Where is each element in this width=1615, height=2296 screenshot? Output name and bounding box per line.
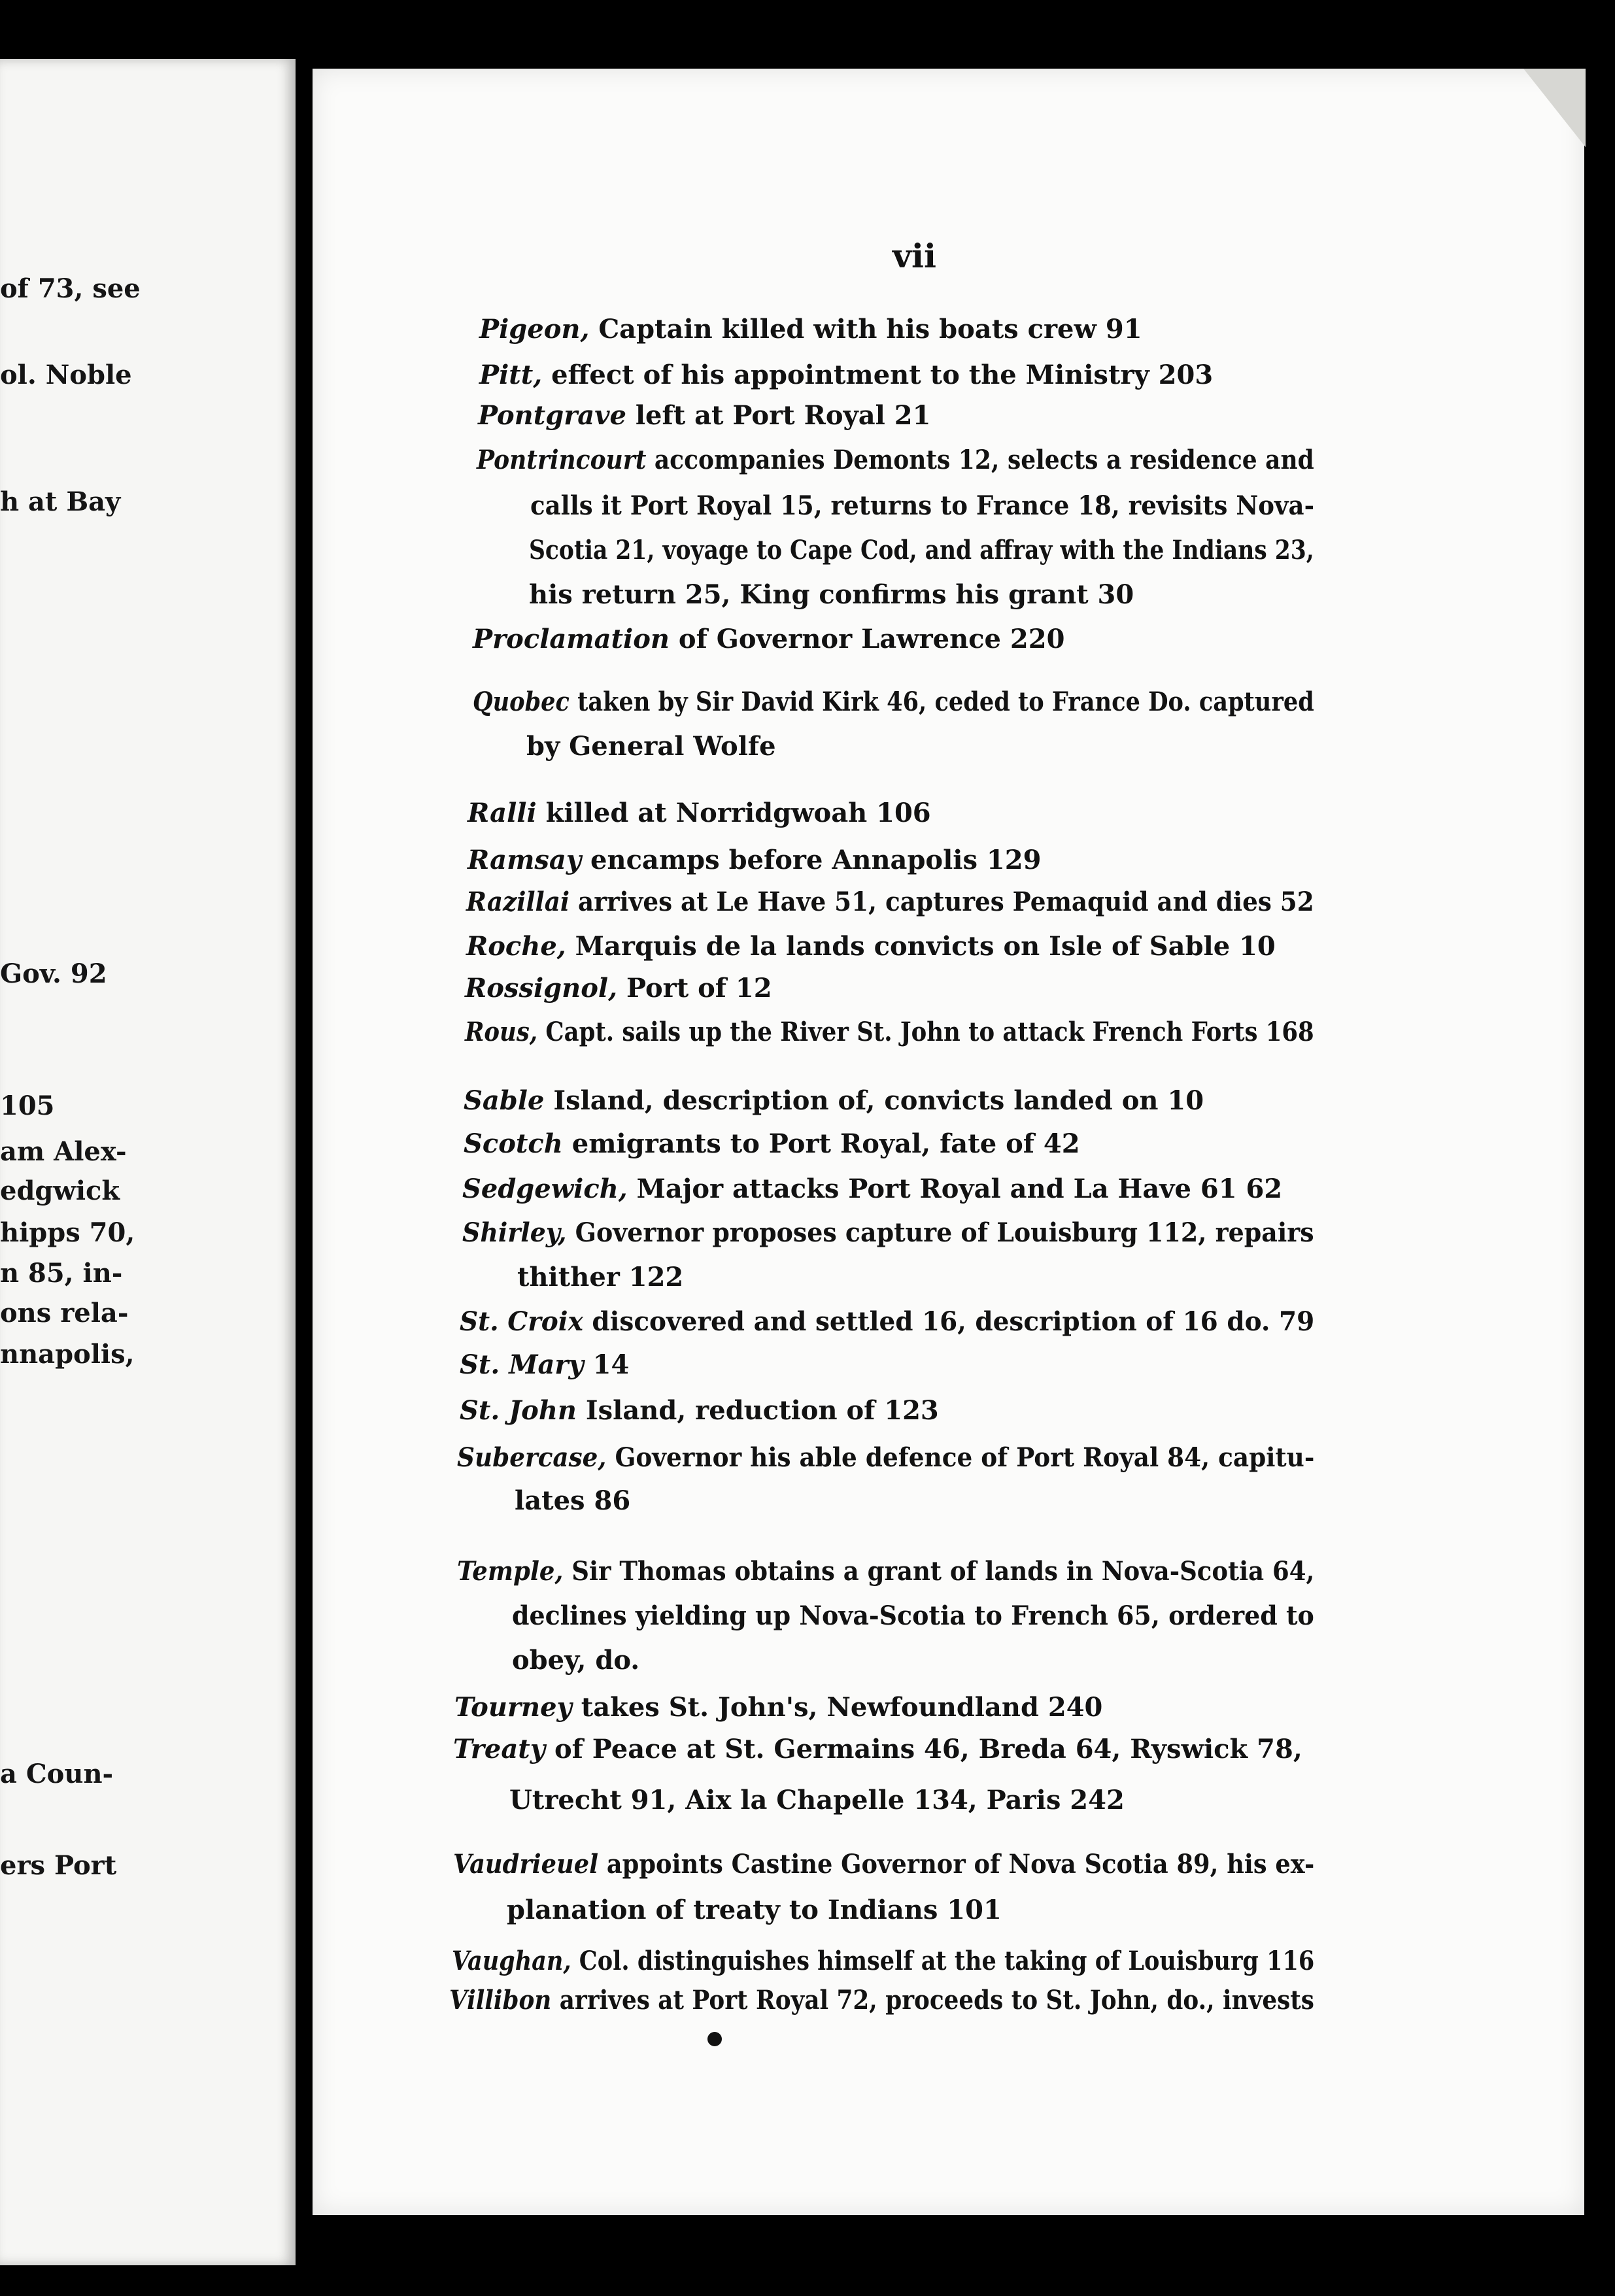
entry-text: by General Wolfe (526, 731, 776, 762)
entry-text: Capt. sails up the River St. John to attack French Forts 168 (545, 1017, 1314, 1047)
index-entry-continuation (512, 1600, 1314, 1631)
index-entry (468, 798, 931, 828)
facing-page-fragment: h at Bay (0, 486, 121, 517)
entry-text: calls it Port Royal 15, returns to France 18, revisits Nova- (530, 490, 1314, 521)
page-corner-fold (1523, 69, 1586, 147)
entry-heading: Pontrincourt (477, 445, 647, 475)
entry-text: of Peace at St. Germains 46, Breda 64, Ryswick 78, (554, 1734, 1302, 1764)
printer-ornament (707, 2032, 722, 2046)
entry-text: Major attacks Port Royal and La Have 61 62 (636, 1173, 1283, 1204)
entry-text: killed at Norridgwoah 106 (545, 798, 931, 828)
index-entry-continuation (529, 579, 1134, 610)
entry-text: obey, do. (512, 1645, 640, 1676)
entry-heading: Villibon (449, 1985, 552, 2016)
facing-page-fragment: a Coun- (0, 1759, 114, 1789)
facing-page-fragment: ons rela- (0, 1298, 129, 1328)
entry-heading: Scotch (464, 1128, 563, 1159)
facing-page-fragment: edgwick (0, 1175, 120, 1206)
entry-text: emigrants to Port Royal, fate of 42 (571, 1128, 1080, 1159)
facing-page-fragment: ol. Noble (0, 360, 132, 390)
entry-text: thither 122 (517, 1262, 684, 1292)
index-entry-continuation (530, 490, 1314, 521)
index-entry (453, 1849, 1314, 1880)
entry-heading: Tourney (454, 1692, 572, 1723)
index-entry (457, 1556, 1314, 1587)
entry-heading: Rous, (465, 1017, 538, 1047)
entry-text: Island, reduction of 123 (585, 1395, 939, 1426)
entry-text: Governor his able defence of Port Royal 84, capitu- (615, 1442, 1315, 1473)
entry-heading: Ramsay (468, 845, 582, 875)
entry-text: planation of treaty to Indians 101 (507, 1895, 1002, 1925)
entry-text: Utrecht 91, Aix la Chapelle 134, Paris 242 (509, 1785, 1125, 1815)
index-entry (452, 1946, 1314, 1976)
facing-page-fragment: n 85, in- (0, 1258, 123, 1289)
entry-text: discovered and settled 16, description of 16 do. 79 (592, 1306, 1315, 1337)
entry-text: left at Port Royal 21 (635, 400, 931, 431)
index-entry (449, 1985, 1314, 2016)
index-entry (465, 1017, 1314, 1047)
index-entry (462, 1173, 1282, 1204)
index-entry (465, 973, 772, 1004)
index-entry-continuation (512, 1645, 639, 1676)
index-entry (479, 314, 1142, 345)
index-entry-continuation (526, 731, 776, 762)
index-entry (460, 1306, 1314, 1337)
entry-text: appoints Castine Governor of Nova Scotia 89, his ex- (606, 1849, 1315, 1880)
index-entry-continuation (507, 1895, 1002, 1925)
index-entry-continuation (509, 1785, 1125, 1815)
index-entry (473, 624, 1064, 654)
entry-text: Scotia 21, voyage to Cape Cod, and affray with the Indians 23, (529, 535, 1314, 566)
facing-page-fragment: 105 (0, 1090, 55, 1121)
entry-text: lates 86 (515, 1485, 631, 1516)
index-entry (462, 1217, 1314, 1248)
entry-heading: Sedgewich, (462, 1173, 628, 1204)
index-entry (478, 400, 930, 431)
index-entry (477, 445, 1314, 475)
page-number: vii (892, 237, 937, 275)
entry-heading: St. Mary (460, 1349, 584, 1380)
entry-heading: Vaughan, (452, 1946, 571, 1976)
entry-heading: St. John (460, 1395, 577, 1426)
entry-text: Island, description of, convicts landed on 10 (553, 1085, 1204, 1116)
entry-heading: Shirley, (462, 1217, 567, 1248)
index-entry (464, 1085, 1204, 1116)
entry-text: taken by Sir David Kirk 46, ceded to France Do. captured (577, 686, 1314, 717)
entry-text: Captain killed with his boats crew 91 (598, 314, 1142, 345)
index-entry (473, 686, 1314, 717)
facing-page-fragment: am Alex- (0, 1136, 127, 1167)
entry-text: encamps before Annapolis 129 (590, 845, 1042, 875)
entry-heading: Ralli (468, 798, 537, 828)
entry-heading: Quobec (473, 686, 570, 717)
index-entry (468, 845, 1041, 875)
entry-heading: Razillai (466, 886, 570, 917)
entry-text: arrives at Port Royal 72, proceeds to St. John, do., invests (559, 1985, 1314, 2016)
entry-text: arrives at Le Have 51, captures Pemaquid and dies 52 (578, 886, 1314, 917)
entry-heading: Temple, (457, 1556, 564, 1587)
index-entry (479, 360, 1213, 390)
index-entry (466, 931, 1276, 962)
facing-page-fragment: Gov. 92 (0, 958, 107, 989)
entry-heading: St. Croix (460, 1306, 583, 1337)
entry-heading: Proclamation (473, 624, 670, 654)
index-entry (460, 1349, 629, 1380)
entry-text: effect of his appointment to the Ministry 203 (551, 360, 1214, 390)
index-entry-continuation (529, 535, 1314, 566)
index-entry-continuation (517, 1262, 683, 1292)
facing-page-fragment: nnapolis, (0, 1339, 135, 1370)
index-entry (460, 1395, 939, 1426)
entry-text: Sir Thomas obtains a grant of lands in Nova-Scotia 64, (571, 1556, 1315, 1587)
entry-heading: Vaudrieuel (453, 1849, 599, 1880)
entry-text: declines yielding up Nova-Scotia to French 65, ordered to (512, 1600, 1314, 1631)
entry-heading: Pigeon, (479, 314, 590, 345)
entry-heading: Subercase, (457, 1442, 607, 1473)
entry-text: Governor proposes capture of Louisburg 112, repairs (575, 1217, 1314, 1248)
entry-text: his return 25, King confirms his grant 30 (529, 579, 1134, 610)
entry-text: 14 (592, 1349, 630, 1380)
index-entry (457, 1442, 1314, 1473)
index-entry-continuation (515, 1485, 630, 1516)
entry-text: accompanies Demonts 12, selects a residence and (654, 445, 1314, 475)
facing-page-fragment: of 73, see (0, 273, 141, 304)
facing-page-fragment: ers Port (0, 1850, 117, 1881)
facing-page-fragment: hipps 70, (0, 1217, 135, 1248)
entry-heading: Treaty (453, 1734, 546, 1764)
index-entry (454, 1692, 1102, 1723)
entry-heading: Rossignol, (465, 973, 618, 1004)
entry-heading: Roche, (466, 931, 566, 962)
entry-heading: Pitt, (479, 360, 543, 390)
entry-text: Col. distinguishes himself at the taking of Louisburg 116 (579, 1946, 1315, 1976)
index-entry (466, 886, 1314, 917)
entry-text: Marquis de la lands convicts on Isle of Sable 10 (575, 931, 1276, 962)
entry-text: takes St. John's, Newfoundland 240 (581, 1692, 1103, 1723)
index-entry (453, 1734, 1302, 1764)
index-entry (464, 1128, 1080, 1159)
facing-page (0, 59, 296, 2265)
entry-heading: Pontgrave (478, 400, 626, 431)
entry-heading: Sable (464, 1085, 545, 1116)
entry-text: of Governor Lawrence 220 (678, 624, 1065, 654)
entry-text: Port of 12 (626, 973, 772, 1004)
